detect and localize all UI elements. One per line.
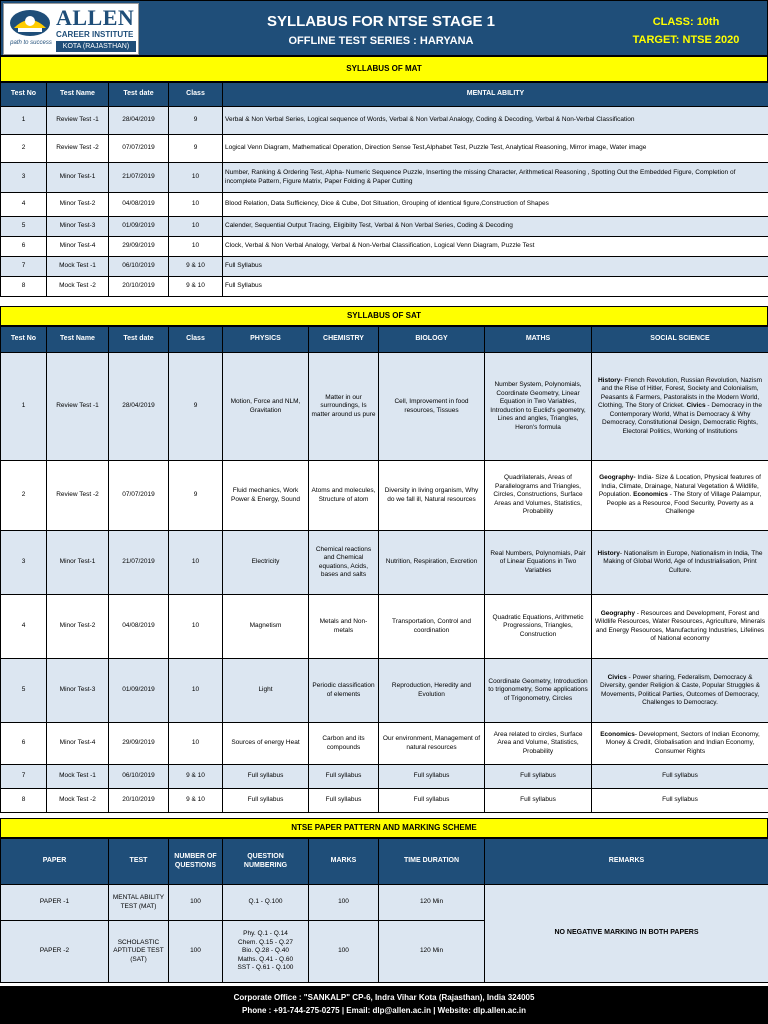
mat-cell: 28/04/2019: [109, 107, 169, 135]
mat-cell: Mock Test -1: [47, 257, 109, 277]
sat-cell-social-science: [592, 353, 768, 461]
social-science-ss-a-text: - Power sharing, Federalism, Democracy & Diversity, gender Religion & Caste, Popular Struggles & Movements, Political Parties, Outcomes of Democracy, Challenges to Democracy.: [600, 673, 760, 706]
mat-cell: 9 & 10: [169, 257, 223, 277]
sat-cell-no: 8: [1, 789, 47, 813]
mat-cell: 2: [1, 135, 47, 163]
sat-cell-physics: Full syllabus: [223, 765, 309, 789]
logo-name: ALLEN: [56, 5, 135, 30]
sat-cell-chemistry: Chemical reactions and Chemical equations, Acids, bases and salts: [309, 531, 379, 595]
mat-cell: Blood Relation, Data Sufficiency, Dice & Cube, Dot Situation, Grouping of identical figure,Construction of Shapes: [223, 193, 768, 217]
pattern-header-6: REMARKS: [485, 839, 768, 885]
sat-cell-physics: Fluid mechanics, Work Power & Energy, Sound: [223, 461, 309, 531]
sat-cell-no: 1: [1, 353, 47, 461]
sat-cell-name: Minor Test-3: [47, 659, 109, 723]
mat-cell: 1: [1, 107, 47, 135]
social-science-ss-a-text: Full syllabus: [662, 796, 698, 804]
mat-cell: 06/10/2019: [109, 257, 169, 277]
sat-header-3: Class: [169, 327, 223, 353]
sat-header-2: Test date: [109, 327, 169, 353]
logo-subtitle: CAREER INSTITUTE: [56, 30, 134, 39]
mat-cell: Clock, Verbal & Non Verbal Analogy, Verbal & Non-Verbal Classification, Logical Venn Diagram, Puzzle Test: [223, 237, 768, 257]
sat-cell-name: Mock Test -2: [47, 789, 109, 813]
sat-cell-date: 06/10/2019: [109, 765, 169, 789]
sat-cell-date: 28/04/2019: [109, 353, 169, 461]
sat-cell-date: 07/07/2019: [109, 461, 169, 531]
header-banner: [0, 0, 768, 56]
sat-cell-physics: Magnetism: [223, 595, 309, 659]
mat-cell: 8: [1, 277, 47, 297]
sat-cell-physics: Electricity: [223, 531, 309, 595]
social-science-ss-a-label: History: [597, 549, 620, 557]
mat-row: [1, 277, 768, 297]
sat-cell-social-science: [592, 789, 768, 813]
logo-tagline: path to success: [10, 40, 52, 46]
mat-row: [1, 217, 768, 237]
sat-cell-social-science: [592, 461, 768, 531]
allen-emblem-icon: [8, 8, 52, 38]
mat-cell: 21/07/2019: [109, 163, 169, 193]
footer-address: Corporate Office : "SANKALP" CP-6, Indra Vihar Kota (Rajasthan), India 324005: [233, 993, 535, 1002]
mat-cell: Logical Venn Diagram, Mathematical Operation, Direction Sense Test,Alphabet Test, Puzzle Test, Analytical Reasoning, Mirror image, Water image: [223, 135, 768, 163]
sat-cell-biology: Reproduction, Heredity and Evolution: [379, 659, 485, 723]
pattern-table: [0, 838, 768, 983]
sat-header-8: SOCIAL SCIENCE: [592, 327, 768, 353]
sat-cell-name: Mock Test -1: [47, 765, 109, 789]
pattern-section-title: NTSE PAPER PATTERN AND MARKING SCHEME: [0, 818, 768, 838]
mat-row: [1, 163, 768, 193]
mat-cell: Number, Ranking & Ordering Test, Alpha- Numeric Sequence Puzzle, Inserting the missing Character, Arithmetical Reasoning , Spotting Out the Embedded Figure, Completion of incomplete Pattern, Figure Matrix, Paper Folding & Paper Cutting: [223, 163, 768, 193]
pattern-cell-paper: PAPER -2: [1, 921, 109, 983]
sat-cell-social-science: [592, 531, 768, 595]
sat-cell-physics: Motion, Force and NLM, Gravitation: [223, 353, 309, 461]
remarks-cell: NO NEGATIVE MARKING IN BOTH PAPERS: [485, 885, 768, 983]
social-science-ss-a-text: French Revolution, Russian Revolution, Nazism and the Rise of Hitler, Forest, Society and Colonialism, Peasants & Farmers, Pastoralists in the Modern World, Clothing, The Story of Cricket.: [598, 376, 762, 410]
pattern-cell-time: 120 Min: [379, 885, 485, 921]
mat-cell: 9: [169, 135, 223, 163]
mat-table: [0, 82, 768, 297]
sat-cell-chemistry: Full syllabus: [309, 765, 379, 789]
sat-row: [1, 531, 768, 595]
sat-table: [0, 326, 768, 813]
sat-cell-no: 3: [1, 531, 47, 595]
sat-header-6: BIOLOGY: [379, 327, 485, 353]
numbering-line: Phy. Q.1 - Q.14: [243, 930, 288, 938]
sat-cell-maths: Real Numbers, Polynomials, Pair of Linear Equations in Two Variables: [485, 531, 592, 595]
sat-row: [1, 353, 768, 461]
social-science-ss-a-label: Geography: [600, 609, 635, 617]
mat-cell: Mock Test -2: [47, 277, 109, 297]
mat-header-2: Test date: [109, 83, 169, 107]
mat-cell: 6: [1, 237, 47, 257]
social-science-ss-a-text: - Development, Sectors of Indian Economy, Money & Credit, Globalisation and Indian Economy, Consumer Rights: [605, 730, 760, 755]
mat-cell: 04/08/2019: [109, 193, 169, 217]
mat-cell: 9 & 10: [169, 277, 223, 297]
sat-cell-date: 20/10/2019: [109, 789, 169, 813]
sat-cell-chemistry: Atoms and molecules, Structure of atom: [309, 461, 379, 531]
sat-cell-chemistry: Carbon and its compounds: [309, 723, 379, 765]
sat-cell-no: 5: [1, 659, 47, 723]
sat-header-4: PHYSICS: [223, 327, 309, 353]
sat-cell-biology: Nutrition, Respiration, Excretion: [379, 531, 485, 595]
sat-cell-cls: 10: [169, 531, 223, 595]
mat-cell: 7: [1, 257, 47, 277]
social-science-ss-b-text: - The Story of Village Palampur, People as a Resource, Food Security, Poverty as a Challenge: [606, 491, 762, 516]
sat-cell-name: Review Test -2: [47, 461, 109, 531]
page-title: SYLLABUS FOR NTSE STAGE 1: [266, 13, 496, 30]
social-science-ss-a-label: Geography-: [599, 474, 636, 482]
sat-cell-biology: Full syllabus: [379, 789, 485, 813]
sat-cell-date: 29/09/2019: [109, 723, 169, 765]
sat-cell-biology: Full syllabus: [379, 765, 485, 789]
sat-row: [1, 723, 768, 765]
sat-cell-physics: Full syllabus: [223, 789, 309, 813]
sat-cell-no: 4: [1, 595, 47, 659]
sat-cell-cls: 10: [169, 595, 223, 659]
sat-cell-date: 01/09/2019: [109, 659, 169, 723]
sat-cell-physics: Sources of energy Heat: [223, 723, 309, 765]
sat-cell-no: 6: [1, 723, 47, 765]
mat-cell: 3: [1, 163, 47, 193]
footer-contact: Phone : +91-744-275-0275 | Email: dlp@allen.ac.in | Website: dlp.allen.ac.in: [241, 1006, 526, 1015]
sat-cell-maths: Quadrilaterals, Areas of Parallelograms and Triangles, Circles, Constructions, Surface Areas and Volumes, Statistics, Probability: [485, 461, 592, 531]
numbering-line: Bio. Q.28 - Q.40: [242, 947, 289, 955]
mat-cell: 4: [1, 193, 47, 217]
allen-logo: [3, 3, 139, 55]
sat-cell-social-science: [592, 595, 768, 659]
pattern-cell-questions: 100: [169, 921, 223, 983]
pattern-header-3: QUESTION NUMBERING: [223, 839, 309, 885]
mat-cell: Verbal & Non Verbal Series, Logical sequence of Words, Verbal & Non Verbal Analogy, Coding & Decoding, Verbal & Non-Verbal Classification: [223, 107, 768, 135]
sat-cell-social-science: [592, 723, 768, 765]
sat-cell-date: 04/08/2019: [109, 595, 169, 659]
sat-header-0: Test No: [1, 327, 47, 353]
social-science-ss-b-text: - Democracy in the Contemporary World, What is Democracy & Why Democracy, Constitutional Design, Democratic Rights, Electoral Politics, Working of Institutions: [602, 402, 762, 435]
sat-cell-name: Review Test -1: [47, 353, 109, 461]
social-science-ss-a-label: Civics: [607, 673, 627, 681]
sat-cell-maths: Number System, Polynomials, Coordinate Geometry, Linear Equation in Two Variables, Introduction to Euclid's geometry, Lines and angles, Triangles, Heron's formula: [485, 353, 592, 461]
numbering-line: Q.1 - Q.100: [248, 898, 283, 906]
sat-cell-date: 21/07/2019: [109, 531, 169, 595]
sat-cell-social-science: [592, 765, 768, 789]
mat-row: [1, 257, 768, 277]
mat-cell: Full Syllabus: [223, 257, 768, 277]
sat-cell-maths: Quadratic Equations, Arithmetic Progressions, Triangles, Construction: [485, 595, 592, 659]
target-label: TARGET: NTSE 2020: [632, 34, 740, 46]
numbering-line: Maths. Q.41 - Q.60: [237, 955, 294, 963]
footer: [0, 986, 768, 1024]
pattern-header-4: MARKS: [309, 839, 379, 885]
social-science-ss-b-label: Economics: [633, 491, 668, 499]
mat-cell: 9: [169, 107, 223, 135]
social-science-ss-a-text: Full syllabus: [662, 772, 698, 780]
mat-cell: 20/10/2019: [109, 277, 169, 297]
numbering-line: SST - Q.61 - Q.100: [237, 964, 294, 972]
mat-cell: 07/07/2019: [109, 135, 169, 163]
sat-cell-social-science: [592, 659, 768, 723]
social-science-ss-a-label: History-: [597, 376, 623, 384]
sat-cell-physics: Light: [223, 659, 309, 723]
sat-header-1: Test Name: [47, 327, 109, 353]
sat-cell-maths: Full syllabus: [485, 765, 592, 789]
sat-row: [1, 765, 768, 789]
sat-section-title: SYLLABUS OF SAT: [0, 306, 768, 326]
mat-cell: Full Syllabus: [223, 277, 768, 297]
sat-cell-name: Minor Test-1: [47, 531, 109, 595]
mat-cell: Review Test -2: [47, 135, 109, 163]
pattern-header-1: TEST: [109, 839, 169, 885]
social-science-ss-a-text: - Resources and Development, Forest and Wildlife Resources, Water Resources, Agriculture, Minerals and Energy Resources, Manufacturing Industries, Lifelines of National economy: [595, 609, 765, 642]
sat-cell-biology: Transportation, Control and coordination: [379, 595, 485, 659]
class-label: CLASS: 10th: [652, 16, 720, 28]
mat-cell: Calender, Sequential Output Tracing, Eligibilty Test, Verbal & Non Verbal Series, Coding & Decoding: [223, 217, 768, 237]
sat-cell-biology: Diversity in living organism, Why do we fall ill, Natural resources: [379, 461, 485, 531]
sat-header-7: MATHS: [485, 327, 592, 353]
mat-cell: Minor Test-3: [47, 217, 109, 237]
mat-cell: Review Test -1: [47, 107, 109, 135]
social-science-ss-a-text: India- Size & Location, Physical features of India, Climate, Drainage, Natural Vegetation & Wildlife, Population.: [598, 474, 761, 499]
mat-cell: 29/09/2019: [109, 237, 169, 257]
sat-cell-maths: Coordinate Geometry, Introduction to trigonometry, Some applications of Trigonometry, Circles: [485, 659, 592, 723]
pattern-cell-numbering: [223, 885, 309, 921]
pattern-cell-test: MENTAL ABILITY TEST (MAT): [109, 885, 169, 921]
sat-row: [1, 659, 768, 723]
sat-row: [1, 461, 768, 531]
pattern-header-0: PAPER: [1, 839, 109, 885]
sat-cell-chemistry: Metals and Non-metals: [309, 595, 379, 659]
pattern-header-5: TIME DURATION: [379, 839, 485, 885]
sat-cell-chemistry: Matter in our surroundings, Is matter around us pure: [309, 353, 379, 461]
pattern-cell-time: 120 Min: [379, 921, 485, 983]
sat-cell-cls: 10: [169, 723, 223, 765]
pattern-cell-questions: 100: [169, 885, 223, 921]
pattern-header-2: NUMBER OF QUESTIONS: [169, 839, 223, 885]
pattern-cell-test: SCHOLASTIC APTITUDE TEST (SAT): [109, 921, 169, 983]
mat-header-1: Test Name: [47, 83, 109, 107]
sat-cell-no: 2: [1, 461, 47, 531]
mat-cell: 10: [169, 217, 223, 237]
numbering-line: Chem. Q.15 - Q.27: [238, 938, 293, 946]
mat-cell: 5: [1, 217, 47, 237]
mat-cell: Minor Test-1: [47, 163, 109, 193]
page-subtitle: OFFLINE TEST SERIES : HARYANA: [288, 35, 474, 47]
sat-cell-cls: 9: [169, 353, 223, 461]
mat-header-3: Class: [169, 83, 223, 107]
sat-cell-biology: Our environment, Management of natural resources: [379, 723, 485, 765]
sat-cell-chemistry: Full syllabus: [309, 789, 379, 813]
sat-cell-cls: 9: [169, 461, 223, 531]
sat-row: [1, 789, 768, 813]
mat-header-4: MENTAL ABILITY: [223, 83, 768, 107]
mat-cell: 10: [169, 163, 223, 193]
sat-cell-cls: 10: [169, 659, 223, 723]
logo-location: KOTA (RAJASTHAN): [56, 41, 136, 52]
mat-section-title: SYLLABUS OF MAT: [0, 56, 768, 82]
mat-row: [1, 107, 768, 135]
mat-row: [1, 237, 768, 257]
pattern-cell-paper: PAPER -1: [1, 885, 109, 921]
mat-header-0: Test No: [1, 83, 47, 107]
sat-cell-cls: 9 & 10: [169, 765, 223, 789]
mat-cell: 10: [169, 237, 223, 257]
sat-cell-biology: Cell, Improvement in food resources, Tissues: [379, 353, 485, 461]
mat-cell: Minor Test-2: [47, 193, 109, 217]
pattern-cell-marks: 100: [309, 921, 379, 983]
pattern-cell-marks: 100: [309, 885, 379, 921]
pattern-cell-numbering: [223, 921, 309, 983]
sat-row: [1, 595, 768, 659]
sat-cell-cls: 9 & 10: [169, 789, 223, 813]
mat-cell: 10: [169, 193, 223, 217]
social-science-ss-a-label: Economics: [600, 730, 635, 738]
mat-row: [1, 193, 768, 217]
sat-cell-maths: Full syllabus: [485, 789, 592, 813]
pattern-row: [1, 885, 768, 921]
social-science-ss-b-label: Civics: [686, 402, 706, 410]
sat-cell-name: Minor Test-4: [47, 723, 109, 765]
sat-header-5: CHEMISTRY: [309, 327, 379, 353]
mat-row: [1, 135, 768, 163]
sat-cell-name: Minor Test-2: [47, 595, 109, 659]
sat-cell-chemistry: Periodic classification of elements: [309, 659, 379, 723]
mat-cell: Minor Test-4: [47, 237, 109, 257]
sat-cell-maths: Area related to circles, Surface Area and Volume, Statistics, Probability: [485, 723, 592, 765]
sat-cell-no: 7: [1, 765, 47, 789]
social-science-ss-a-text: - Nationalism in Europe, Nationalism in India, The Making of Global World, Age of Industrialisation, Print Culture.: [603, 549, 763, 574]
mat-cell: 01/09/2019: [109, 217, 169, 237]
